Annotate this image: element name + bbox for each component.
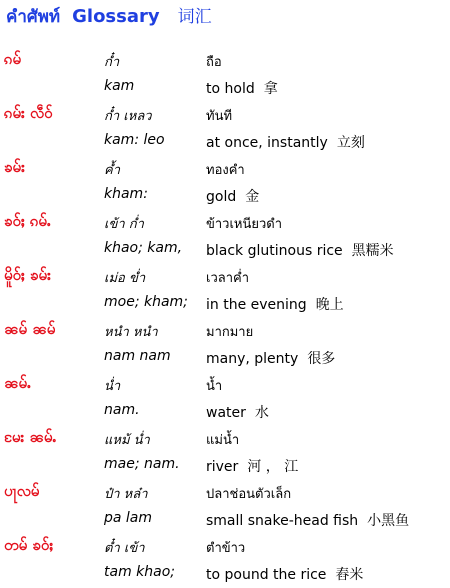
english-meaning: small snake-head fish bbox=[206, 513, 359, 529]
tai-word: ၼမ် ၼမ် bbox=[4, 320, 56, 338]
romanization: kham: bbox=[104, 186, 148, 202]
entry-script-line bbox=[0, 372, 450, 398]
entry-translation-line bbox=[0, 74, 450, 100]
tai-word: ၶမ်း bbox=[4, 158, 25, 176]
entry-script-line bbox=[0, 480, 450, 506]
title-english: Glossary bbox=[72, 6, 160, 27]
thai-transcription: เข้า ก่ำ bbox=[104, 217, 144, 232]
thai-transcription: ก๋ำ bbox=[104, 55, 120, 70]
thai-meaning: แม่น้ำ bbox=[206, 433, 240, 448]
english-meaning: many, plenty bbox=[206, 351, 299, 367]
glossary-title bbox=[6, 2, 212, 26]
thai-meaning: ถือ bbox=[206, 55, 222, 70]
english-meaning: to pound the rice bbox=[206, 567, 327, 583]
english-meaning: in the evening bbox=[206, 297, 307, 313]
romanization: kam bbox=[104, 78, 135, 94]
entry-script-line bbox=[0, 210, 450, 236]
entry-translation-line bbox=[0, 560, 450, 586]
thai-meaning: ปลาช่อนตัวเล็ก bbox=[206, 487, 292, 502]
tai-word: မႄး ၼမ်ႉ bbox=[4, 428, 57, 446]
thai-transcription: หนำ หนำ bbox=[104, 325, 158, 340]
thai-meaning: ข้าวเหนียวดำ bbox=[206, 217, 283, 232]
chinese-meaning: 立刻 bbox=[336, 135, 365, 151]
chinese-meaning: 小黑鱼 bbox=[367, 513, 410, 529]
english-meaning: gold bbox=[206, 189, 237, 205]
entry-script-line bbox=[0, 156, 450, 182]
chinese-meaning: 河 ， 江 bbox=[247, 459, 299, 475]
thai-meaning: ตำข้าว bbox=[206, 541, 246, 556]
translation bbox=[206, 510, 409, 530]
english-meaning: at once, instantly bbox=[206, 135, 328, 151]
glossary-list bbox=[0, 48, 450, 588]
thai-meaning: มากมาย bbox=[206, 325, 254, 340]
thai-meaning: น้ำ bbox=[206, 379, 223, 394]
english-meaning: black glutinous rice bbox=[206, 243, 343, 259]
chinese-meaning: 很多 bbox=[307, 351, 336, 367]
translation bbox=[206, 564, 363, 584]
chinese-meaning: 晚上 bbox=[315, 297, 344, 313]
chinese-meaning: 舂米 bbox=[335, 567, 364, 583]
romanization: kam: leo bbox=[104, 132, 165, 148]
glossary-entry bbox=[0, 318, 450, 372]
entry-script-line bbox=[0, 318, 450, 344]
thai-transcription: ป๋า หล๋า bbox=[104, 487, 148, 502]
glossary-entry bbox=[0, 156, 450, 210]
entry-translation-line bbox=[0, 344, 450, 370]
tai-word: ၵမ် bbox=[4, 50, 22, 68]
glossary-entry bbox=[0, 426, 450, 480]
translation bbox=[206, 456, 298, 476]
glossary-entry bbox=[0, 480, 450, 534]
chinese-meaning: 拿 bbox=[263, 81, 278, 97]
translation bbox=[206, 186, 259, 206]
english-meaning: river bbox=[206, 459, 239, 475]
entry-script-line bbox=[0, 48, 450, 74]
romanization: pa lam bbox=[104, 510, 153, 526]
translation bbox=[206, 78, 278, 98]
thai-transcription: เม่อ ข่ำ bbox=[104, 271, 146, 286]
chinese-meaning: 水 bbox=[254, 405, 269, 421]
thai-transcription: แหม้ น่ำ bbox=[104, 433, 150, 448]
translation bbox=[206, 348, 335, 368]
glossary-entry bbox=[0, 264, 450, 318]
tai-word: ၶဝ်ႈ ၵမ်ႉ bbox=[4, 212, 51, 230]
translation bbox=[206, 240, 394, 260]
romanization: nam nam bbox=[104, 348, 171, 364]
thai-transcription: ก๋ำ เหลว bbox=[104, 109, 152, 124]
romanization: mae; nam. bbox=[104, 456, 180, 472]
thai-transcription: ต๋ำ เข้า bbox=[104, 541, 145, 556]
thai-meaning: เวลาค่ำ bbox=[206, 271, 250, 286]
glossary-entry bbox=[0, 534, 450, 588]
chinese-meaning: 金 bbox=[245, 189, 260, 205]
chinese-meaning: 黑糯米 bbox=[351, 243, 394, 259]
title-thai: คำศัพท์ bbox=[6, 7, 61, 27]
thai-transcription: ค้ำ bbox=[104, 163, 120, 178]
entry-translation-line bbox=[0, 452, 450, 478]
tai-word: တမ် ၶဝ်ႈ bbox=[4, 536, 54, 554]
romanization: khao; kam, bbox=[104, 240, 183, 256]
romanization: nam. bbox=[104, 402, 140, 418]
entry-script-line bbox=[0, 264, 450, 290]
entry-translation-line bbox=[0, 398, 450, 424]
translation bbox=[206, 132, 365, 152]
thai-meaning: ทันที bbox=[206, 109, 233, 124]
glossary-entry bbox=[0, 210, 450, 264]
entry-translation-line bbox=[0, 506, 450, 532]
tai-word: ၼမ်ႉ bbox=[4, 374, 31, 392]
translation bbox=[206, 294, 344, 314]
romanization: tam khao; bbox=[104, 564, 175, 580]
entry-script-line bbox=[0, 426, 450, 452]
entry-translation-line bbox=[0, 128, 450, 154]
tai-word: ၵမ်း လဵဝ် bbox=[4, 104, 53, 122]
romanization: moe; kham; bbox=[104, 294, 188, 310]
glossary-entry bbox=[0, 102, 450, 156]
translation bbox=[206, 402, 269, 422]
entry-translation-line bbox=[0, 182, 450, 208]
english-meaning: water bbox=[206, 405, 246, 421]
entry-script-line bbox=[0, 102, 450, 128]
entry-translation-line bbox=[0, 236, 450, 262]
tai-word: မိူဝ်ႈ ၶမ်း bbox=[4, 266, 51, 284]
title-chinese: 词汇 bbox=[177, 7, 212, 27]
entry-script-line bbox=[0, 534, 450, 560]
tai-word: ပႃလမ် bbox=[4, 482, 40, 500]
glossary-entry bbox=[0, 372, 450, 426]
glossary-entry bbox=[0, 48, 450, 102]
english-meaning: to hold bbox=[206, 81, 255, 97]
thai-transcription: น่ำ bbox=[104, 379, 121, 394]
entry-translation-line bbox=[0, 290, 450, 316]
thai-meaning: ทองคำ bbox=[206, 163, 245, 178]
